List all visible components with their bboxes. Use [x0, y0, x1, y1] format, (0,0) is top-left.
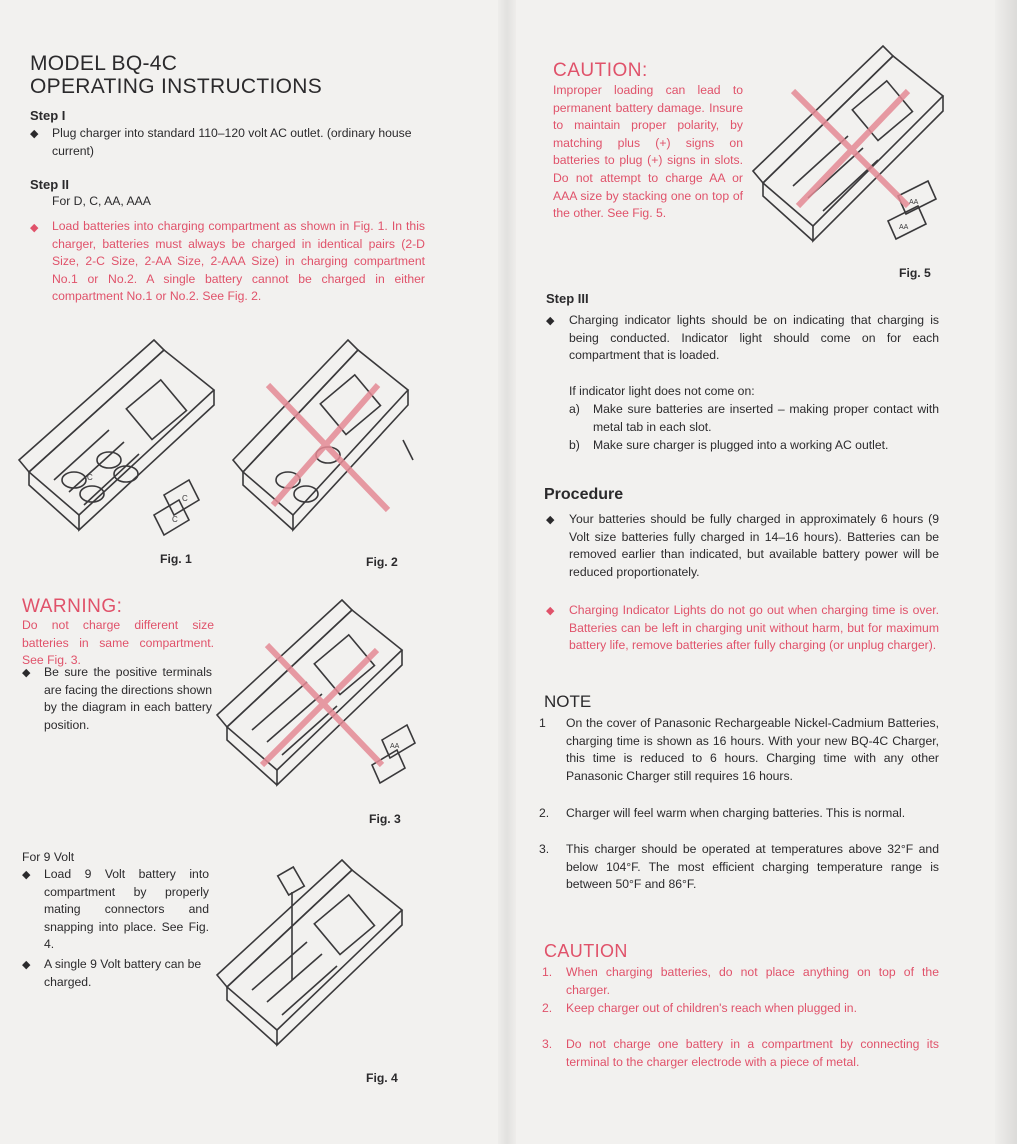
note-item-number: 3.: [539, 842, 550, 856]
step2-text: Load batteries into charging compartment as shown in Fig. 1. In this charger, batteries must always be charged in identical pairs (2-D Size, 2-C Size, 2-AA Size, 2-AAA Size) in charging compartment No.1 or No.2. A single battery cannot be charged in either compartment No.1 or No.2. See Fig. 2.: [52, 219, 425, 304]
step3-b-text: Make sure charger is plugged into a working AC outlet.: [593, 438, 889, 452]
charger-fig1-illustration: [14, 330, 229, 555]
caution-item-number: 3.: [542, 1037, 553, 1051]
battery-aa-label: AA: [390, 743, 400, 750]
model-title: MODEL BQ-4C: [30, 52, 178, 75]
page-edge: [995, 0, 1017, 1144]
step3-text: Charging indicator lights should be on indicating that charging is being conducted. Indicator light should come on for each compartment that is loaded.: [569, 313, 939, 363]
battery-aa-label: AA: [909, 199, 919, 206]
diamond-bullet-icon: ◆: [30, 222, 39, 234]
operating-title: OPERATING INSTRUCTIONS: [30, 75, 323, 98]
note-heading: NOTE: [544, 692, 592, 711]
battery-c-label: C: [87, 473, 93, 482]
fig1-caption: Fig. 1: [160, 552, 192, 566]
diamond-bullet-icon: ◆: [22, 667, 31, 679]
nine-volt-bullet1: Load 9 Volt battery into compartment by properly mating connectors and snapping into place. See Fig. 4.: [44, 867, 209, 952]
figure-5: [748, 36, 958, 266]
step2-subheading: For D, C, AA, AAA: [52, 194, 151, 208]
charger-fig2-illustration: [228, 330, 428, 555]
diamond-bullet-icon: ◆: [546, 605, 555, 617]
fig2-caption: Fig. 2: [366, 555, 398, 569]
charger-fig5-illustration: [748, 36, 958, 266]
step3-heading: Step III: [546, 291, 589, 306]
procedure-heading: Procedure: [544, 486, 624, 503]
step1-text: Plug charger into standard 110–120 volt AC outlet. (ordinary house current): [52, 126, 412, 158]
step2-heading: Step II: [30, 177, 70, 192]
step3-b-label: b): [569, 438, 580, 452]
diamond-bullet-icon: ◆: [546, 315, 555, 327]
step3-a-label: a): [569, 402, 580, 416]
fig3-caption: Fig. 3: [369, 812, 401, 826]
procedure-bullet1: Your batteries should be fully charged in approximately 6 hours (9 Volt size batteries fully charged in 14–16 hours). Batteries can be removed earlier than indicated, but available battery power will be reduced proportionately.: [569, 512, 939, 579]
step3-a-text: Make sure batteries are inserted – making proper contact with metal tab in each slot.: [593, 402, 939, 434]
note-item-text: Charger will feel warm when charging batteries. This is normal.: [566, 806, 906, 820]
figure-1: [14, 330, 229, 555]
page-gutter: [498, 0, 516, 1144]
caution-top-text: Improper loading can lead to permanent battery damage. Insure to maintain proper polarity, by matching plus (+) signs on batteries to plug (+) signs in slots. Do not attempt to charge AA or AAA size by stacking one on top of the other. See Fig. 5.: [553, 83, 743, 221]
note-item-number: 1: [539, 716, 546, 730]
battery-c-label: C: [182, 494, 188, 503]
nine-volt-heading: For 9 Volt: [22, 850, 75, 864]
caution-item-number: 1.: [542, 965, 553, 979]
caution-item-text: Do not charge one battery in a compartment by connecting its terminal to the charger electrode with a piece of metal.: [566, 1037, 939, 1069]
note-item-text: This charger should be operated at temperatures above 32°F and below 104°F. The most efficient charging temperature range is between 50°F and 86°F.: [566, 842, 939, 892]
charger-fig3-illustration: [212, 590, 427, 805]
caution-bottom-heading: CAUTION: [544, 941, 628, 961]
fig4-caption: Fig. 4: [366, 1071, 398, 1085]
figure-3: [212, 590, 427, 805]
nine-volt-bullet2: A single 9 Volt battery can be charged.: [44, 957, 202, 989]
step1-heading: Step I: [30, 108, 66, 123]
diamond-bullet-icon: ◆: [546, 514, 555, 526]
caution-item-number: 2.: [542, 1001, 553, 1015]
caution-item-text: When charging batteries, do not place anything on top of the charger.: [566, 965, 939, 997]
figure-2: [228, 330, 428, 555]
caution-item-text: Keep charger out of children's reach when plugged in.: [566, 1001, 857, 1015]
diamond-bullet-icon: ◆: [30, 128, 39, 140]
note-item-number: 2.: [539, 806, 550, 820]
procedure-bullet2: Charging Indicator Lights do not go out when charging time is over. Batteries can be left in charging unit without harm, but for maximum battery life, remove batteries after fully charging (or unplug charger).: [569, 603, 939, 653]
page-title: [30, 52, 322, 98]
fig5-caption: Fig. 5: [899, 266, 931, 280]
warning-text: Do not charge different size batteries in same compartment. See Fig. 3.: [22, 618, 214, 668]
warning-heading: WARNING:: [22, 596, 123, 617]
battery-c-label: C: [172, 515, 178, 524]
step3-if-line: If indicator light does not come on:: [569, 384, 755, 398]
charger-fig4-illustration: [212, 850, 422, 1065]
note-item-text: On the cover of Panasonic Rechargeable Nickel-Cadmium Batteries, charging time is shown as 16 hours. With your new BQ-4C Charger, this time is reduced to 6 hours. Charging time with any other Panasonic Charger still requires 16 hours.: [566, 716, 939, 783]
diamond-bullet-icon: ◆: [22, 959, 31, 971]
figure-4: [212, 850, 422, 1065]
warning-bullet-text: Be sure the positive terminals are facing the directions shown by the diagram in each battery position.: [44, 665, 213, 732]
battery-aa-label: AA: [899, 224, 909, 231]
diamond-bullet-icon: ◆: [22, 869, 31, 881]
caution-top-heading: CAUTION:: [553, 60, 648, 81]
